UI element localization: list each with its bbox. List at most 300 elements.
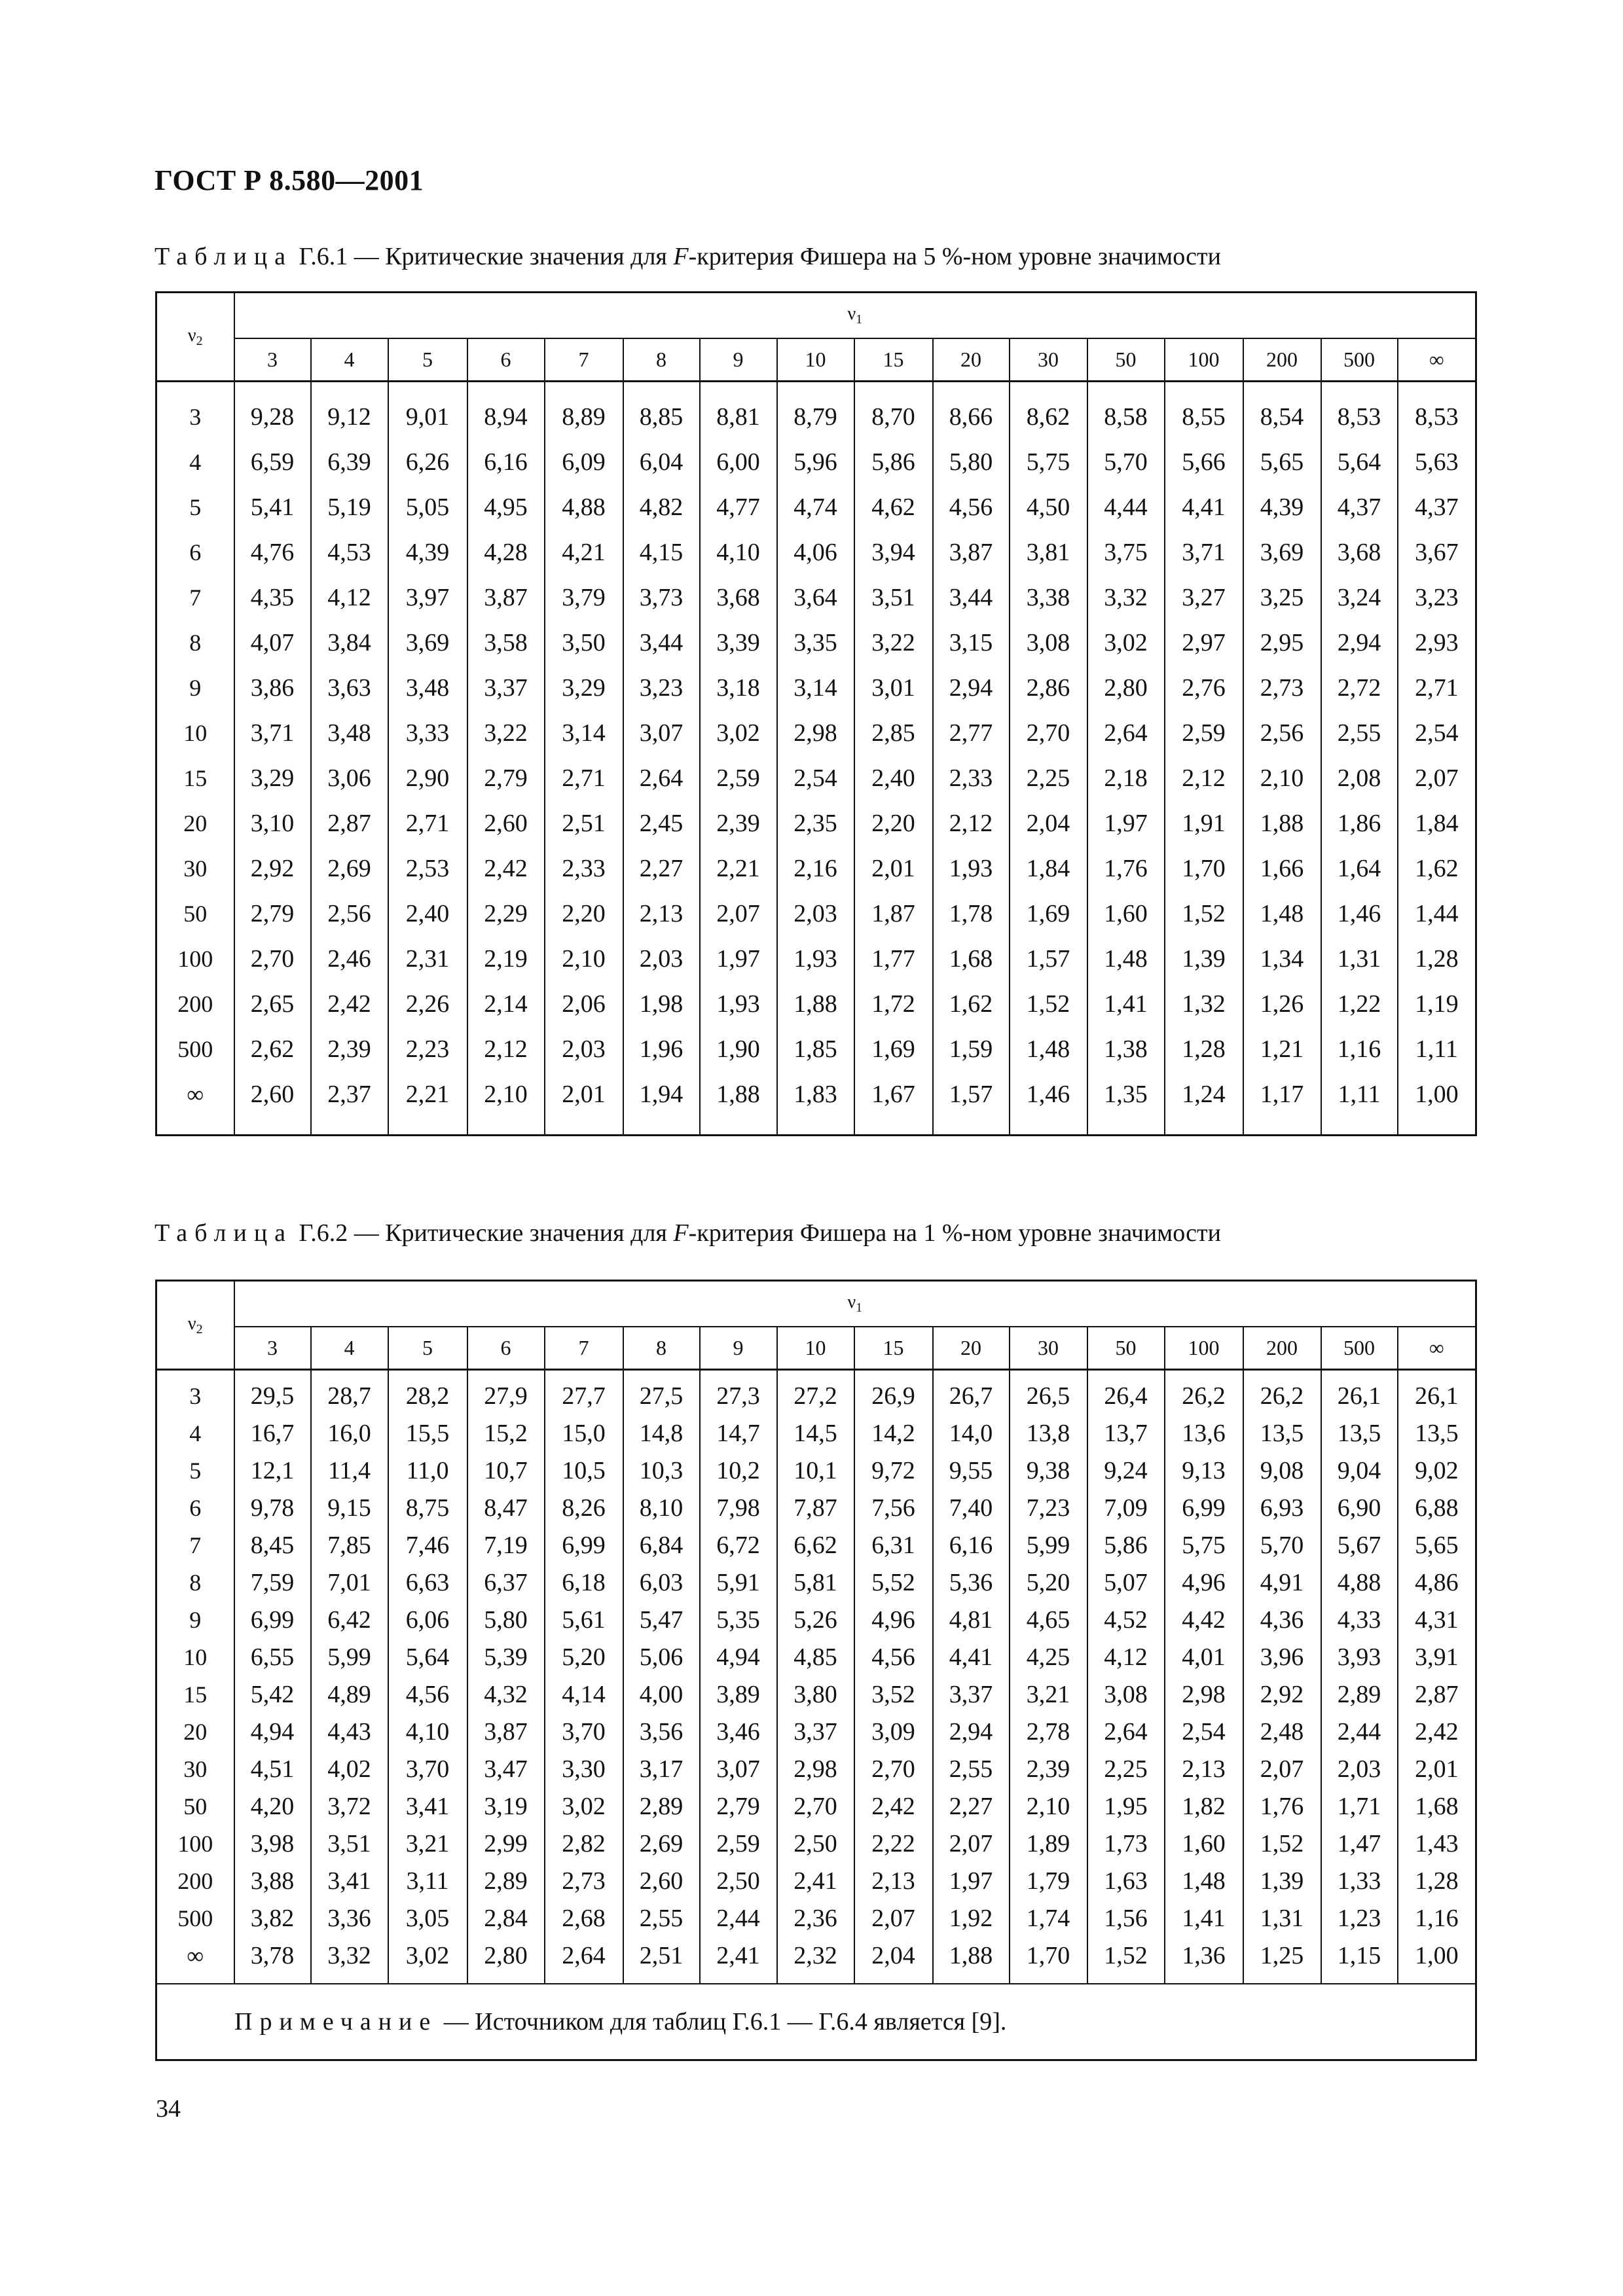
table-cell: 1,92 (933, 1900, 1010, 1937)
table-cell: 1,17 (1243, 1072, 1321, 1117)
column-header: 6 (467, 338, 545, 382)
spacer-cell (854, 382, 933, 395)
spacer-cell (388, 382, 467, 395)
table-cell: 4,44 (1087, 485, 1165, 530)
table-cell: 1,68 (933, 937, 1010, 982)
table-cell: 14,0 (933, 1415, 1010, 1452)
table-cell: 1,28 (1415, 945, 1459, 973)
table-cell: 2,25 (1010, 756, 1087, 801)
table-cell: 2,55 (623, 1900, 700, 1937)
table-cell: 2,21 (388, 1072, 467, 1117)
row-label: 50 (156, 1788, 234, 1825)
table-cell: 3,07 (700, 1751, 777, 1788)
table-cell: 4,37 (1415, 493, 1459, 521)
table-cell: 1,88 (1243, 801, 1321, 846)
table-cell: 6,90 (1321, 1490, 1398, 1527)
table-cell: 13,7 (1087, 1415, 1165, 1452)
spacer-cell (933, 1370, 1010, 1378)
table-cell: 3,14 (777, 666, 854, 711)
table-cell: 2,77 (933, 711, 1010, 756)
table-row (156, 485, 1476, 530)
table-cell: 3,64 (777, 575, 854, 620)
table-cell: 3,63 (311, 666, 388, 711)
table-cell: 1,93 (700, 982, 777, 1027)
table-cell: 3,97 (388, 575, 467, 620)
table-cell: 3,82 (234, 1900, 311, 1937)
table-row (156, 1825, 1476, 1863)
table-cell: 3,86 (234, 666, 311, 711)
table-cell: 2,39 (700, 801, 777, 846)
spacer-cell (1243, 1117, 1321, 1136)
table-cell: 2,39 (311, 1027, 388, 1072)
table-cell: 1,59 (933, 1027, 1010, 1072)
table-cell: 4,53 (311, 530, 388, 575)
table-cell: 3,23 (623, 666, 700, 711)
table-cell: 1,41 (1087, 982, 1165, 1027)
table-cell: 14,8 (623, 1415, 700, 1452)
table-cell: 4,82 (623, 485, 700, 530)
table-cell: 2,08 (1321, 756, 1398, 801)
table-cell: 8,66 (933, 395, 1010, 440)
table-cell: 1,36 (1165, 1937, 1243, 1975)
table-cell: 4,12 (311, 575, 388, 620)
table-cell: 3,21 (1010, 1676, 1087, 1713)
v1-subscript: 1 (856, 312, 863, 327)
table-cell: 3,25 (1243, 575, 1321, 620)
table-cell: 1,97 (933, 1863, 1010, 1900)
table-cell: 8,53 (1321, 395, 1398, 440)
table-cell: 4,32 (467, 1676, 545, 1713)
table-cell: 9,13 (1165, 1452, 1243, 1490)
table-cell: 4,33 (1321, 1602, 1398, 1639)
table-cell: 4,88 (1321, 1564, 1398, 1602)
column-header: 20 (933, 338, 1010, 382)
table-cell: 5,65 (1243, 440, 1321, 485)
table-cell: 3,11 (388, 1863, 467, 1900)
table-row (156, 1863, 1476, 1900)
table-cell: 2,89 (1321, 1676, 1398, 1713)
table-cell: 3,44 (933, 575, 1010, 620)
table-cell: 5,61 (545, 1602, 623, 1639)
row-label: 3 (156, 395, 234, 440)
row-label: 200 (156, 1863, 234, 1900)
spacer-cell (623, 382, 700, 395)
table-cell: 4,37 (1321, 485, 1398, 530)
table-cell: 1,60 (1087, 891, 1165, 937)
table-row (156, 1378, 1476, 1415)
table-cell: 2,33 (933, 756, 1010, 801)
table-cell: 2,87 (1415, 1681, 1459, 1708)
table-cell: 7,46 (388, 1527, 467, 1564)
column-header: 100 (1165, 338, 1243, 382)
table-cell: 1,93 (777, 937, 854, 982)
table-cell: 9,04 (1321, 1452, 1398, 1490)
table-cell: 2,42 (311, 982, 388, 1027)
table-cell: 2,03 (623, 937, 700, 982)
table-cell: 1,00 (1415, 1942, 1459, 1969)
table-cell: 4,86 (1415, 1569, 1459, 1596)
table-cell: 3,23 (1415, 584, 1459, 611)
table-cell: 2,42 (854, 1788, 933, 1825)
table-cell: 3,96 (1243, 1639, 1321, 1676)
table-cell: 1,89 (1010, 1825, 1087, 1863)
table-cell: 4,21 (545, 530, 623, 575)
row-label: 500 (156, 1027, 234, 1072)
table-cell: 2,95 (1243, 620, 1321, 666)
table-cell: 2,72 (1321, 666, 1398, 711)
table-cell: 8,26 (545, 1490, 623, 1527)
table-cell: 3,87 (467, 1713, 545, 1751)
table-cell: 2,33 (545, 846, 623, 891)
spacer-cell (467, 1370, 545, 1378)
table-cell: 3,02 (1087, 620, 1165, 666)
table-cell: 15,2 (467, 1415, 545, 1452)
table-cell: 1,15 (1321, 1937, 1398, 1975)
table-cell: 4,25 (1010, 1639, 1087, 1676)
table-cell: 5,99 (311, 1639, 388, 1676)
spacer-cell (777, 382, 854, 395)
table-cell: 1,46 (1010, 1072, 1087, 1117)
table-cell: 6,16 (933, 1527, 1010, 1564)
table-row (156, 846, 1476, 891)
table-cell: 14,7 (700, 1415, 777, 1452)
table-cell: 2,55 (1321, 711, 1398, 756)
table-cell: 13,8 (1010, 1415, 1087, 1452)
table-cell: 2,79 (700, 1788, 777, 1825)
table-cell: 2,56 (311, 891, 388, 937)
table-2 (155, 1280, 1477, 2061)
table-cell: 1,57 (1010, 937, 1087, 982)
table-cell: 3,44 (623, 620, 700, 666)
table-cell: 5,99 (1010, 1527, 1087, 1564)
table-cell: 6,99 (234, 1602, 311, 1639)
table-cell: 1,31 (1321, 937, 1398, 982)
spacer-cell (623, 1975, 700, 1984)
table-cell: 2,78 (1010, 1713, 1087, 1751)
table-cell: 4,10 (700, 530, 777, 575)
table-cell: 1,63 (1087, 1863, 1165, 1900)
table-cell: 3,48 (311, 711, 388, 756)
table-cell: 1,22 (1321, 982, 1398, 1027)
table-cell: 5,66 (1165, 440, 1243, 485)
table-cell: 2,10 (545, 937, 623, 982)
table-cell: 2,71 (1415, 674, 1459, 702)
table-cell: 2,85 (854, 711, 933, 756)
table-cell: 7,09 (1087, 1490, 1165, 1527)
table-cell: 2,10 (1243, 756, 1321, 801)
table-cell: 1,43 (1415, 1830, 1459, 1857)
table-cell: 10,7 (467, 1452, 545, 1490)
spacer-cell (156, 382, 234, 395)
table-row (156, 1713, 1476, 1751)
table-cell: 3,32 (311, 1937, 388, 1975)
column-header: 10 (777, 338, 854, 382)
table-cell: 3,02 (388, 1937, 467, 1975)
row-label: 200 (156, 982, 234, 1027)
table-cell: 8,75 (388, 1490, 467, 1527)
table-cell: 3,93 (1321, 1639, 1398, 1676)
row-label: 7 (156, 575, 234, 620)
table-cell: 1,52 (1243, 1825, 1321, 1863)
table-cell: 9,28 (234, 395, 311, 440)
table-cell: 5,42 (234, 1676, 311, 1713)
table-cell: 6,62 (777, 1527, 854, 1564)
table-cell: 3,07 (623, 711, 700, 756)
table-cell: 8,62 (1010, 395, 1087, 440)
table-cell: 2,50 (700, 1863, 777, 1900)
table-cell: 1,35 (1087, 1072, 1165, 1117)
table-cell: 2,60 (623, 1863, 700, 1900)
table-cell: 3,51 (854, 575, 933, 620)
table-cell: 1,67 (854, 1072, 933, 1117)
spacer-cell (700, 1370, 777, 1378)
table-cell: 2,48 (1243, 1713, 1321, 1751)
row-label: 8 (156, 620, 234, 666)
table-cell: 6,16 (467, 440, 545, 485)
table-cell: 2,04 (854, 1937, 933, 1975)
table-cell: 2,27 (623, 846, 700, 891)
column-header: 7 (545, 338, 623, 382)
table-row (156, 756, 1476, 801)
table-cell: 2,07 (1243, 1751, 1321, 1788)
table-cell: 7,87 (777, 1490, 854, 1527)
table-cell: 13,5 (1321, 1415, 1398, 1452)
table-cell: 3,37 (467, 666, 545, 711)
table-cell: 2,93 (1415, 629, 1459, 656)
table-cell: 1,38 (1087, 1027, 1165, 1072)
v2-symbol: ν (187, 325, 196, 346)
table-cell: 2,98 (777, 1751, 854, 1788)
table-cell: 4,31 (1415, 1606, 1459, 1634)
column-header: ∞ (1398, 338, 1476, 382)
table-cell: 1,00 (1415, 1081, 1459, 1108)
row-label: 4 (156, 440, 234, 485)
table-cell: 2,69 (311, 846, 388, 891)
v2-symbol: ν (187, 1313, 196, 1334)
table-cell: 1,78 (933, 891, 1010, 937)
table-row (156, 1072, 1476, 1117)
column-header: 8 (623, 338, 700, 382)
table-row (156, 440, 1476, 485)
table-cell: 2,89 (623, 1788, 700, 1825)
table-cell: 1,70 (1010, 1937, 1087, 1975)
table-cell: 8,70 (854, 395, 933, 440)
table-cell: 3,41 (311, 1863, 388, 1900)
table-cell: 4,96 (854, 1602, 933, 1639)
table-cell: 5,65 (1415, 1532, 1459, 1559)
table-cell: 4,56 (388, 1676, 467, 1713)
row-label: 100 (156, 937, 234, 982)
table-cell: 4,52 (1087, 1602, 1165, 1639)
table-cell: 4,74 (777, 485, 854, 530)
table-cell: 3,10 (234, 801, 311, 846)
table-cell: 7,59 (234, 1564, 311, 1602)
table-cell: 5,52 (854, 1564, 933, 1602)
spacer-cell (1243, 1370, 1321, 1378)
table-cell: 3,09 (854, 1713, 933, 1751)
table-cell: 3,32 (1087, 575, 1165, 620)
table-cell: 11,0 (388, 1452, 467, 1490)
table-row (156, 801, 1476, 846)
spacer-cell (1087, 1370, 1165, 1378)
table-cell: 2,29 (467, 891, 545, 937)
v1-subscript: 1 (856, 1300, 863, 1315)
table-cell: 6,63 (388, 1564, 467, 1602)
spacer-cell (1165, 1117, 1243, 1136)
table-cell: 2,45 (623, 801, 700, 846)
table-cell: 1,46 (1321, 891, 1398, 937)
table-cell: 1,60 (1165, 1825, 1243, 1863)
table-cell: 4,94 (234, 1713, 311, 1751)
table-cell: 1,23 (1321, 1900, 1398, 1937)
table-cell: 1,48 (1010, 1027, 1087, 1072)
table-cell: 2,12 (467, 1027, 545, 1072)
table-cell: 2,73 (1243, 666, 1321, 711)
table-cell: 2,39 (1010, 1751, 1087, 1788)
table-1-caption-fvar: F (673, 243, 689, 270)
table-cell: 5,41 (234, 485, 311, 530)
table-cell: 5,75 (1165, 1527, 1243, 1564)
table-cell: 26,7 (933, 1378, 1010, 1415)
table-cell: 27,9 (467, 1378, 545, 1415)
table-cell: 4,39 (388, 530, 467, 575)
table-cell: 4,77 (700, 485, 777, 530)
table-cell: 1,28 (1415, 1867, 1459, 1895)
table-cell: 2,73 (545, 1863, 623, 1900)
spacer-cell (1321, 1370, 1398, 1378)
table-cell: 3,30 (545, 1751, 623, 1788)
row-label: 8 (156, 1564, 234, 1602)
table-cell: 7,19 (467, 1527, 545, 1564)
column-header: 30 (1010, 1327, 1087, 1370)
table-cell: 2,60 (467, 801, 545, 846)
table-cell: 3,02 (545, 1788, 623, 1825)
table-cell: 8,47 (467, 1490, 545, 1527)
table-cell: 15,0 (545, 1415, 623, 1452)
table-cell: 2,54 (1415, 719, 1459, 747)
table-cell: 6,93 (1243, 1490, 1321, 1527)
table-cell: 1,19 (1415, 990, 1459, 1018)
table-cell: 9,01 (388, 395, 467, 440)
table-cell: 13,6 (1165, 1415, 1243, 1452)
table-cell: 2,84 (467, 1900, 545, 1937)
table-cell: 2,92 (1243, 1676, 1321, 1713)
row-label: 4 (156, 1415, 234, 1452)
table-cell: 2,13 (1165, 1751, 1243, 1788)
table-cell: 7,01 (311, 1564, 388, 1602)
table-row (156, 1564, 1476, 1602)
table-cell: 4,20 (234, 1788, 311, 1825)
table-cell: 2,20 (854, 801, 933, 846)
table-cell: 16,7 (234, 1415, 311, 1452)
table-cell: 6,31 (854, 1527, 933, 1564)
table-cell: 28,7 (311, 1378, 388, 1415)
table-cell: 1,62 (933, 982, 1010, 1027)
table-1-caption-text-a: Г.6.1 — Критические значения для (293, 243, 674, 270)
table-cell: 2,64 (1087, 1713, 1165, 1751)
table-cell: 7,40 (933, 1490, 1010, 1527)
table-cell: 1,56 (1087, 1900, 1165, 1937)
table-row (156, 1027, 1476, 1072)
table-cell: 3,91 (1415, 1643, 1459, 1671)
table-cell: 2,90 (388, 756, 467, 801)
table-cell: 5,35 (700, 1602, 777, 1639)
table-row (156, 666, 1476, 711)
table-cell: 2,37 (311, 1072, 388, 1117)
table-cell: 10,1 (777, 1452, 854, 1490)
table-row (156, 395, 1476, 440)
table-1-caption-word: Таблица (155, 243, 293, 270)
table-cell: 3,87 (933, 530, 1010, 575)
spacer-cell (467, 382, 545, 395)
table-cell: 6,72 (700, 1527, 777, 1564)
table-cell: 2,59 (700, 1825, 777, 1863)
table-cell: 2,03 (777, 891, 854, 937)
column-header: 5 (388, 1327, 467, 1370)
table-cell: 8,45 (234, 1527, 311, 1564)
row-label: 6 (156, 530, 234, 575)
table-cell: 2,99 (467, 1825, 545, 1863)
document-header: ГОСТ Р 8.580—2001 (155, 164, 424, 196)
v1-header (234, 293, 1476, 338)
table-cell: 4,94 (700, 1639, 777, 1676)
table-cell: 7,56 (854, 1490, 933, 1527)
table-cell: 2,69 (623, 1825, 700, 1863)
table-cell: 5,19 (311, 485, 388, 530)
spacer-cell (1398, 1370, 1476, 1378)
spacer-cell (777, 1975, 854, 1984)
spacer-cell (1010, 1117, 1087, 1136)
table-row (156, 711, 1476, 756)
row-label: 30 (156, 1751, 234, 1788)
table-cell: 7,98 (700, 1490, 777, 1527)
column-header: 4 (311, 338, 388, 382)
table-cell: 2,10 (467, 1072, 545, 1117)
table-cell: 3,67 (1415, 539, 1459, 566)
table-cell: 1,85 (777, 1027, 854, 1072)
table-cell: 1,57 (933, 1072, 1010, 1117)
table-cell: 1,11 (1415, 1035, 1458, 1063)
table-row (156, 1788, 1476, 1825)
table-cell: 2,94 (933, 666, 1010, 711)
table-cell: 3,17 (623, 1751, 700, 1788)
table-cell: 6,55 (234, 1639, 311, 1676)
table-cell: 3,22 (467, 711, 545, 756)
table-cell: 3,56 (623, 1713, 700, 1751)
table-cell: 1,48 (1243, 891, 1321, 937)
table-cell: 3,48 (388, 666, 467, 711)
table-cell: 1,41 (1165, 1900, 1243, 1937)
table-cell: 3,73 (623, 575, 700, 620)
table-cell: 1,24 (1165, 1072, 1243, 1117)
table-cell: 2,46 (311, 937, 388, 982)
table-cell: 1,84 (1010, 846, 1087, 891)
table-cell: 3,08 (1087, 1676, 1165, 1713)
spacer-cell (467, 1117, 545, 1136)
table-cell: 1,77 (854, 937, 933, 982)
table-row (156, 1676, 1476, 1713)
table-cell: 4,15 (623, 530, 700, 575)
table-cell: 5,07 (1087, 1564, 1165, 1602)
table-cell: 8,58 (1087, 395, 1165, 440)
table-row (156, 937, 1476, 982)
table-cell: 2,40 (854, 756, 933, 801)
table-cell: 9,08 (1243, 1452, 1321, 1490)
table-cell: 3,80 (777, 1676, 854, 1713)
table-cell: 2,71 (545, 756, 623, 801)
table-cell: 4,85 (777, 1639, 854, 1676)
table-cell: 8,81 (700, 395, 777, 440)
